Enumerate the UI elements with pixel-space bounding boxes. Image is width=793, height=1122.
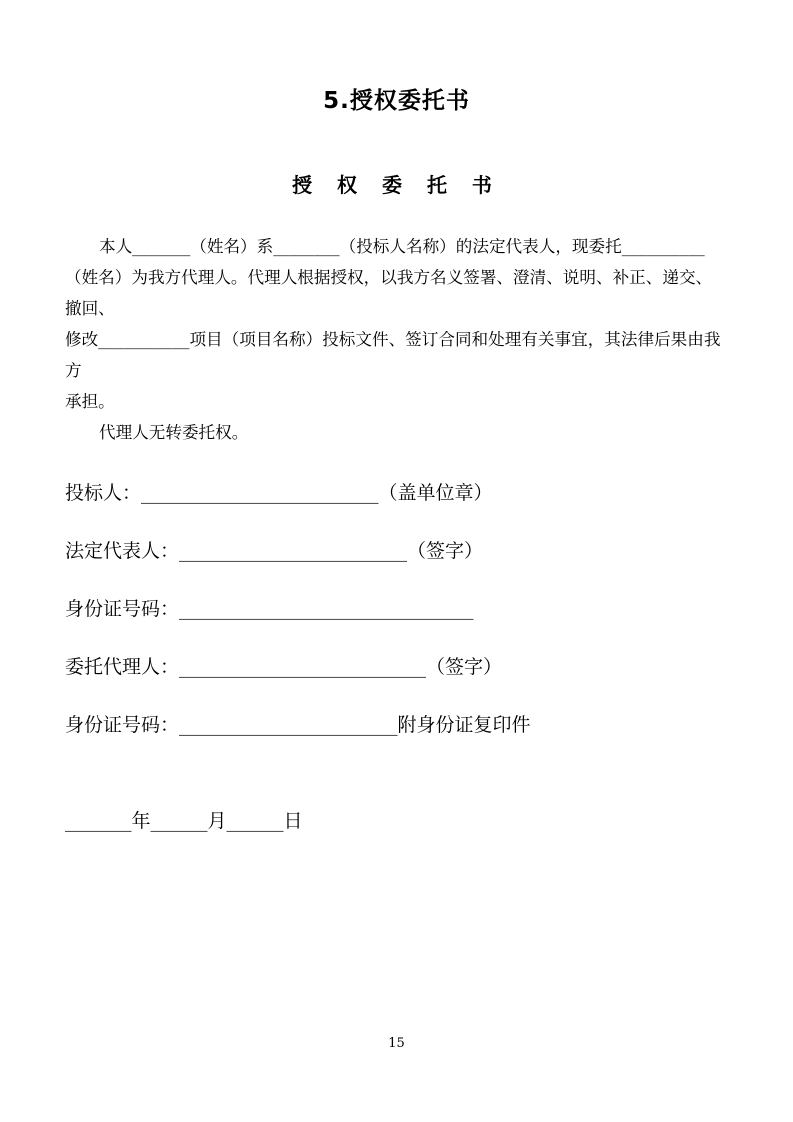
legal-representative-label: 法定代表人： [65,540,180,562]
paragraph-line-2: （姓名）为我方代理人。代理人根据授权，以我方名义签署、澄清、说明、补正、递交、撤回、 [65,268,713,318]
date-line: _______年______月______日 [65,810,303,832]
authorization-paragraph [65,231,728,417]
bidder-label: 投标人： [65,482,142,504]
field-row-id-number-2 [65,712,728,738]
id-number-2-fill-in-blank: _______________________ [179,714,398,736]
field-row-legal-representative [65,538,728,564]
field-row-id-number-1 [65,596,728,622]
field-row-authorized-agent [65,654,728,680]
document-title: 授 权 委 托 书 [292,173,501,197]
section-heading: 5.授权委托书 [323,88,470,114]
id-number-1-fill-in-blank: _______________________________ [179,598,474,620]
id-number-1-label: 身份证号码： [65,598,180,620]
signature-fields [65,480,728,738]
legal-representative-fill-in-blank: ________________________ [179,540,408,562]
no-subdelegation-paragraph: 代理人无转委托权。 [99,423,249,442]
authorized-agent-fill-in-blank: __________________________ [179,656,427,678]
paragraph-line-3: 修改___________项目（项目名称）投标文件、签订合同和处理有关事宜，其法律后果由我方 [65,330,721,380]
bidder-fill-in-blank: _________________________ [141,482,379,504]
authorized-agent-label: 委托代理人： [65,656,180,678]
id-copy-attachment-note: 附身份证复印件 [397,714,531,736]
page-number: 15 [388,1036,405,1051]
authorized-agent-signature-note: （签字） [426,656,503,678]
bidder-seal-note: （盖单位章） [378,482,493,504]
paragraph-line-4: 承担。 [65,392,115,411]
id-number-2-label: 身份证号码： [65,714,180,736]
field-row-bidder [65,480,728,506]
legal-representative-signature-note: （签字） [407,540,484,562]
paragraph-line-1: 本人_______（姓名）系________（投标人名称）的法定代表人，现委托__________ [99,237,705,256]
